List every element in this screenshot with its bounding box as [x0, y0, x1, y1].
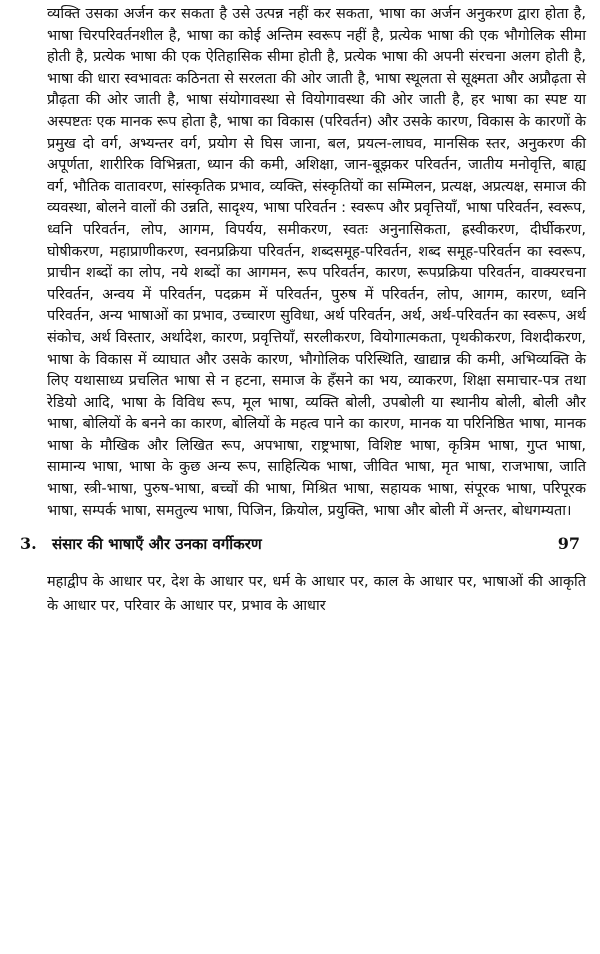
- section-number: 3.: [20, 534, 37, 554]
- section-contents-paragraph: महाद्वीप के आधार पर, देश के आधार पर, धर्म के आधार पर, काल के आधार पर, भाषाओं की आकृति के आधार पर, परिवार के आधार पर, प्रभाव के आधार: [47, 574, 586, 615]
- contents-paragraph: व्यक्ति उसका अर्जन कर सकता है उसे उत्पन्न नहीं कर सकता, भाषा का अर्जन अनुकरण द्वारा होता है, भाषा चिरपरिवर्तनशील है, भाषा का कोई अन्तिम स्वरूप नहीं है, प्रत्येक भाषा की एक भौगोलिक सीमा होती है, प्रत्येक भाषा की एक ऐतिहासिक सीमा होती है, प्रत्येक भाषा की अपनी संरचना अलग होती है, भाषा की धारा स्वभावतः कठिनता से सरलता की ओर जाती है, भाषा स्थूलता से सूक्ष्मता और अप्रौढ़ता से प्रौढ़ता की ओर जाती है, भाषा संयोगावस्था से वियोगावस्था की ओर जाती है, हर भाषा का स्पष्ट या अस्पष्टतः एक मानक रूप होता है, भाषा का विकास (परिवर्तन) और उसके कारण, विकास के कारणों के प्रमुख दो वर्ग, अभ्यन्तर वर्ग, प्रयोग से घिस जाना, बल, प्रयत्न-लाघव, मानसिक स्तर, अनुकरण की अपूर्णता, शारीरिक विभिन्नता, ध्यान की कमी, अशिक्षा, जान-बूझकर परिवर्तन, जातीय मनोवृत्ति, बाह्य वर्ग, भौतिक वातावरण, सांस्कृतिक प्रभाव, व्यक्ति, संस्कृतियों का सम्मिलन, प्रत्यक्ष, अप्रत्यक्ष, समाज की व्यवस्था, बोलने वालों की उन्नति, सादृश्य, भाषा परिवर्तन : स्वरूप और प्रवृत्तियाँ, भाषा परिवर्तन, स्वरूप, ध्वनि परिवर्तन, लोप, आगम, विपर्यय, समीकरण, स्वतः अनुनासिकता, ह्रस्वीकरण, दीर्घीकरण, घोषीकरण, महाप्राणीकरण, स्वनप्रक्रिया परिवर्तन, शब्दसमूह-परिवर्तन, शब्द समूह-परिवर्तन का स्वरूप, प्राचीन शब्दों का लोप, नये शब्दों का आगमन, रूप परिवर्तन, कारण, रूपप्रक्रिया परिवर्तन, वाक्यरचना परिवर्तन, अन्वय में परिवर्तन, पदक्रम में परिवर्तन, पुरुष में परिवर्तन, लोप, आगम, कारण, ध्वनि परिवर्तन, अन्य भाषाओं का प्रभाव, उच्चारण सुविधा, अर्थ परिवर्तन, अर्थ, अर्थ-परिवर्तन का स्वरूप, अर्थ संकोच, अर्थ विस्तार, अर्थादेश, कारण, प्रवृत्तियाँ, सरलीकरण, वियोगात्मकता, पृथकीकरण, विशदीकरण, भाषा के विकास में व्याघात और उसके कारण, भौगोलिक परिस्थिति, खाद्यान्न की कमी, अभिव्यक्ति के लिए यथासाध्य प्रचलित भाषा से न हटना, समाज के हँसने का भय, व्याकरण, शिक्षा समाचार-पत्र तथा रेडियो आदि, भाषा के विविध रूप, मूल भाषा, व्यक्ति बोली, उपबोली या स्थानीय बोली, बोली और भाषा, बोलियों के बनने का कारण, बोलियों के महत्व पाने का कारण, मानक या परिनिष्ठित भाषा, मानक भाषा के मौखिक और लिखित रूप, अपभाषा, राष्ट्रभाषा, विशिष्ट भाषा, कृत्रिम भाषा, गुप्त भाषा, सामान्य भाषा, भाषा के कुछ अन्य रूप, साहित्यिक भाषा, जीवित भाषा, मृत भाषा, राजभाषा, जाति भाषा, स्त्री-भाषा, पुरुष-भाषा, बच्चों की भाषा, मिश्रित भाषा, सहायक भाषा, संपूरक भाषा, परिपूरक भाषा, सम्पर्क भाषा, समतुल्य भाषा, पिजिन, क्रियोल, प्रयुक्ति, भाषा और बोली में अन्तर, बोधगम्यता।: [47, 6, 586, 519]
- section-heading: [20, 534, 586, 558]
- section-page-number: 97: [557, 534, 580, 554]
- section-title: संसार की भाषाएँ और उनका वर्गीकरण: [52, 535, 262, 554]
